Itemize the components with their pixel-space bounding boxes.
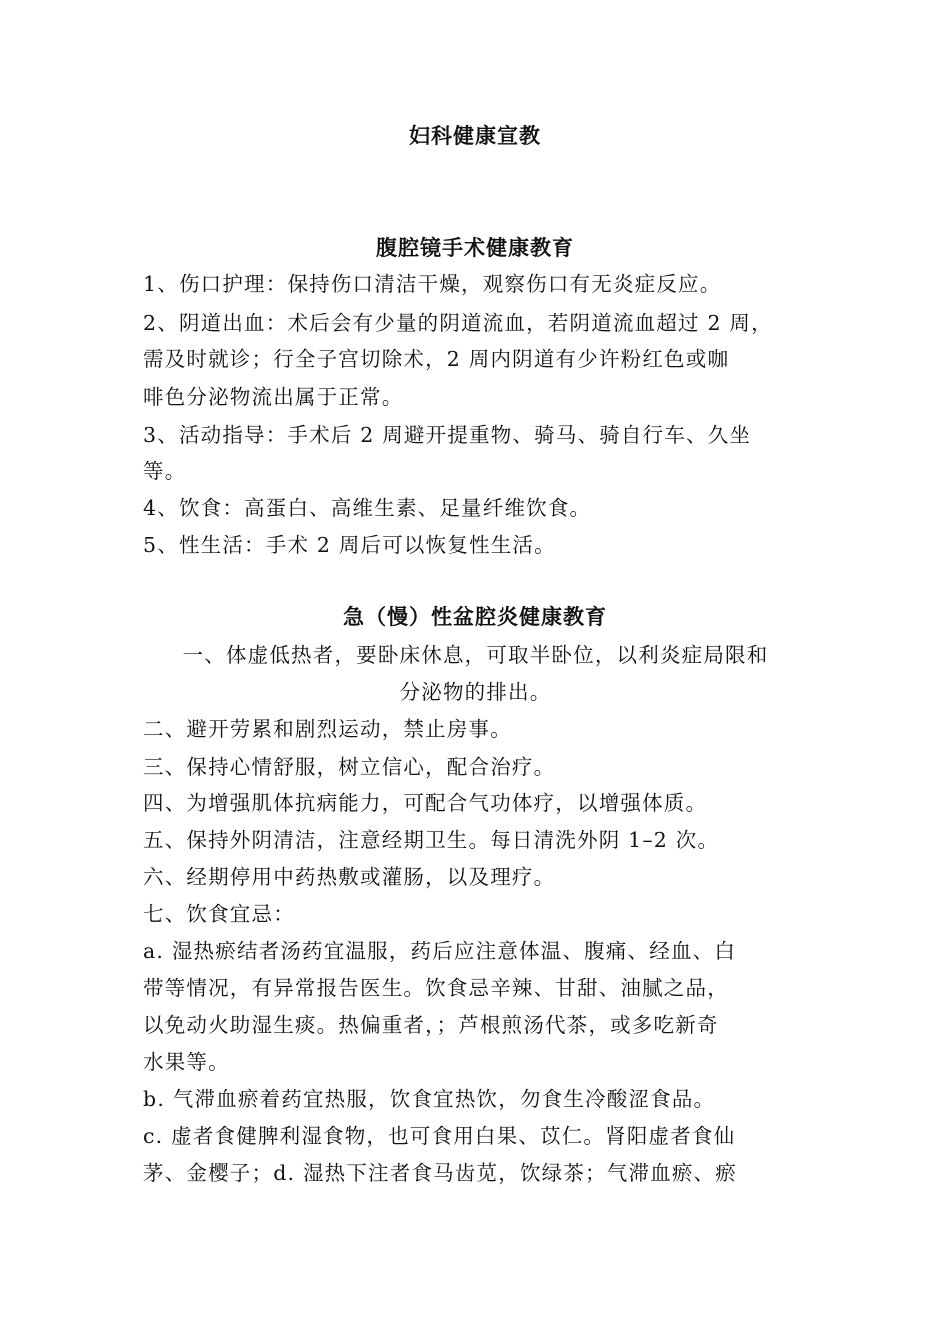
paragraph-line: 啡色分泌物流出属于正常。 — [143, 385, 404, 409]
paragraph-line: 带等情况，有异常报告医生。饮食忌辛辣、甘甜、油腻之品， — [143, 976, 729, 1000]
paragraph-line: 二、避开劳累和剧烈运动，禁止房事。 — [143, 717, 512, 741]
paragraph-line: 4、饮食：高蛋白、高维生素、足量纤维饮食。 — [143, 496, 592, 520]
paragraph-line: 四、为增强肌体抗病能力，可配合气功体疗，以增强体质。 — [143, 791, 708, 815]
paragraph-line-centered: 一、体虚低热者，要卧床休息，可取半卧位，以利炎症局限和 — [182, 643, 769, 667]
paragraph-line: 六、经期停用中药热敷或灌肠，以及理疗。 — [143, 865, 556, 889]
section-title-laparoscopy: 腹腔镜手术健康教育 — [376, 235, 574, 260]
paragraph-line: 1、伤口护理：保持伤口清洁干燥，观察伤口有无炎症反应。 — [143, 272, 722, 296]
paragraph-line: 茅、金樱子；d. 湿热下注者食马齿苋，饮绿茶；气滞血瘀、瘀 — [143, 1161, 737, 1185]
paragraph-line: 等。 — [143, 459, 187, 483]
paragraph-line: 3、活动指导：手术后 2 周避开提重物、骑马、骑自行车、久坐 — [143, 423, 752, 447]
paragraph-line: 需及时就诊；行全子宫切除术，2 周内阴道有少许粉红色或咖 — [143, 347, 730, 371]
paragraph-line: b. 气滞血瘀着药宜热服，饮食宜热饮，勿食生冷酸涩食品。 — [143, 1087, 716, 1111]
paragraph-line: 水果等。 — [143, 1050, 230, 1074]
paragraph-line: 以免动火助湿生痰。热偏重者，；芦根煎汤代茶，或多吃新奇 — [143, 1013, 719, 1037]
paragraph-line-centered: 分泌物的排出。 — [399, 680, 552, 704]
document-title: 妇科健康宣教 — [409, 123, 541, 148]
paragraph-line: 五、保持外阴清洁，注意经期卫生。每日清洗外阴 1–2 次。 — [143, 828, 720, 852]
paragraph-line: 七、饮食宜忌： — [143, 902, 295, 926]
paragraph-line: 5、性生活：手术 2 周后可以恢复性生活。 — [143, 533, 556, 557]
paragraph-line: a. 湿热瘀结者汤药宜温服，药后应注意体温、腹痛、经血、白 — [143, 939, 737, 963]
paragraph-line: c. 虚者食健脾利湿食物，也可食用白果、苡仁。肾阳虚者食仙 — [143, 1124, 736, 1148]
paragraph-line: 三、保持心情舒服，树立信心，配合治疗。 — [143, 755, 556, 779]
paragraph-line: 2、阴道出血：术后会有少量的阴道流血，若阴道流血超过 2 周， — [143, 311, 773, 335]
section-title-pelvic-inflammation: 急（慢）性盆腔炎健康教育 — [343, 604, 607, 629]
